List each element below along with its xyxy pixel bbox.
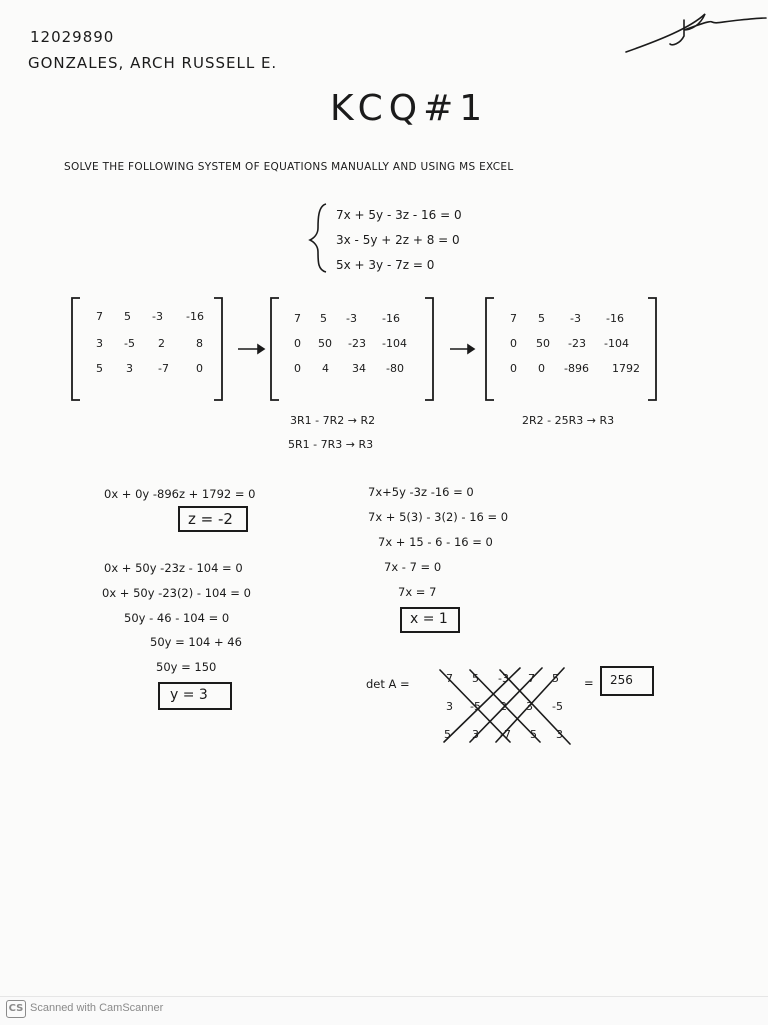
det-cell: 5 xyxy=(444,728,451,741)
matrix-cell: -80 xyxy=(386,362,404,375)
det-cell: -3 xyxy=(498,672,509,685)
det-cell: 7 xyxy=(446,672,453,685)
det-cell: 5 xyxy=(530,728,537,741)
det-cell: -7 xyxy=(500,728,511,741)
row-operation: 3R1 - 7R2 → R2 xyxy=(290,414,376,427)
det-cell: -5 xyxy=(552,700,563,713)
det-cell: 5 xyxy=(472,672,479,685)
solution-step: 50y = 104 + 46 xyxy=(150,635,242,649)
matrix-cell: 50 xyxy=(536,337,550,350)
scanner-watermark: Scanned with CamScanner xyxy=(30,1002,164,1014)
matrix-cell: 3 xyxy=(126,362,133,375)
matrix-cell: 0 xyxy=(294,337,301,350)
equation-3: 5x + 3y - 7z = 0 xyxy=(336,258,435,272)
matrix-cell: 0 xyxy=(510,362,517,375)
solution-step: 7x = 7 xyxy=(398,585,437,599)
y-result: y = 3 xyxy=(170,687,208,703)
matrix-cell: 8 xyxy=(196,337,203,350)
matrix-cell: -23 xyxy=(348,337,366,350)
det-cell: 2 xyxy=(500,700,507,713)
camscanner-logo-icon: CS xyxy=(6,1000,26,1018)
matrix-cell: -3 xyxy=(346,312,357,325)
det-cell: 5 xyxy=(552,672,559,685)
system-brace xyxy=(310,204,326,272)
y-result-box xyxy=(158,682,232,710)
matrix-cell: -104 xyxy=(382,337,407,350)
matrix-cell: -16 xyxy=(186,310,204,323)
scanner-footer xyxy=(0,996,768,1025)
matrix-cell: -896 xyxy=(564,362,589,375)
matrix-cell: 50 xyxy=(318,337,332,350)
z-result-box xyxy=(178,506,248,532)
matrix-cell: 0 xyxy=(538,362,545,375)
matrix-cell: -3 xyxy=(152,310,163,323)
row-operation: 5R1 - 7R3 → R3 xyxy=(288,438,374,451)
x-result: x = 1 xyxy=(410,611,448,627)
matrix-cell: 2 xyxy=(158,337,165,350)
matrix-cell: 7 xyxy=(96,310,103,323)
student-id: 12029890 xyxy=(30,28,115,46)
matrix-cell: 7 xyxy=(510,312,517,325)
det-result: 256 xyxy=(610,673,633,687)
det-cell: 7 xyxy=(528,672,535,685)
matrix-cell: 5 xyxy=(320,312,327,325)
det-cell: 3 xyxy=(446,700,453,713)
student-name: GONZALES, ARCH RUSSELL E. xyxy=(28,54,278,72)
matrix-cell: -104 xyxy=(604,337,629,350)
page-title: KCQ#1 xyxy=(330,88,489,129)
solution-step: 50y - 46 - 104 = 0 xyxy=(124,611,230,625)
solution-step: 7x + 15 - 6 - 16 = 0 xyxy=(378,535,493,549)
matrix-cell: -3 xyxy=(570,312,581,325)
det-result-box xyxy=(600,666,654,696)
det-cell: 3 xyxy=(556,728,563,741)
matrix-cell: 4 xyxy=(322,362,329,375)
matrix-cell: 5 xyxy=(538,312,545,325)
matrix-cell: -23 xyxy=(568,337,586,350)
x-result-box xyxy=(400,607,460,633)
row-operation: 2R2 - 25R3 → R3 xyxy=(522,414,615,427)
matrix-cell: 0 xyxy=(294,362,301,375)
solution-step: 0x + 0y -896z + 1792 = 0 xyxy=(104,487,256,501)
solution-step: 7x + 5(3) - 3(2) - 16 = 0 xyxy=(368,510,509,524)
solution-step: 7x+5y -3z -16 = 0 xyxy=(368,485,474,499)
matrix-cell: -7 xyxy=(158,362,169,375)
solution-step: 0x + 50y -23z - 104 = 0 xyxy=(104,561,243,575)
equation-2: 3x - 5y + 2z + 8 = 0 xyxy=(336,233,460,247)
matrix-cell: 0 xyxy=(510,337,517,350)
det-cell: 3 xyxy=(526,700,533,713)
matrix-cell: -16 xyxy=(606,312,624,325)
matrix-cell: 5 xyxy=(124,310,131,323)
matrix-cell: -16 xyxy=(382,312,400,325)
solution-step: 50y = 150 xyxy=(156,660,217,674)
matrix-cell: 5 xyxy=(96,362,103,375)
matrix-cell: -5 xyxy=(124,337,135,350)
equation-1: 7x + 5y - 3z - 16 = 0 xyxy=(336,208,462,222)
det-equals: = xyxy=(584,676,594,690)
det-cell: 3 xyxy=(472,728,479,741)
det-label: det A = xyxy=(366,677,410,691)
matrix-cell: 1792 xyxy=(612,362,640,375)
matrix-cell: 34 xyxy=(352,362,366,375)
matrix-cell: 7 xyxy=(294,312,301,325)
solution-step: 0x + 50y -23(2) - 104 = 0 xyxy=(102,586,251,600)
det-cell: -5 xyxy=(470,700,481,713)
solution-step: 7x - 7 = 0 xyxy=(384,560,442,574)
matrix-cell: 0 xyxy=(196,362,203,375)
matrix-cell: 3 xyxy=(96,337,103,350)
signature xyxy=(626,14,766,52)
z-result: z = -2 xyxy=(188,510,233,528)
instruction-text: SOLVE THE FOLLOWING SYSTEM OF EQUATIONS MANUALLY AND USING MS EXCEL xyxy=(64,161,514,173)
